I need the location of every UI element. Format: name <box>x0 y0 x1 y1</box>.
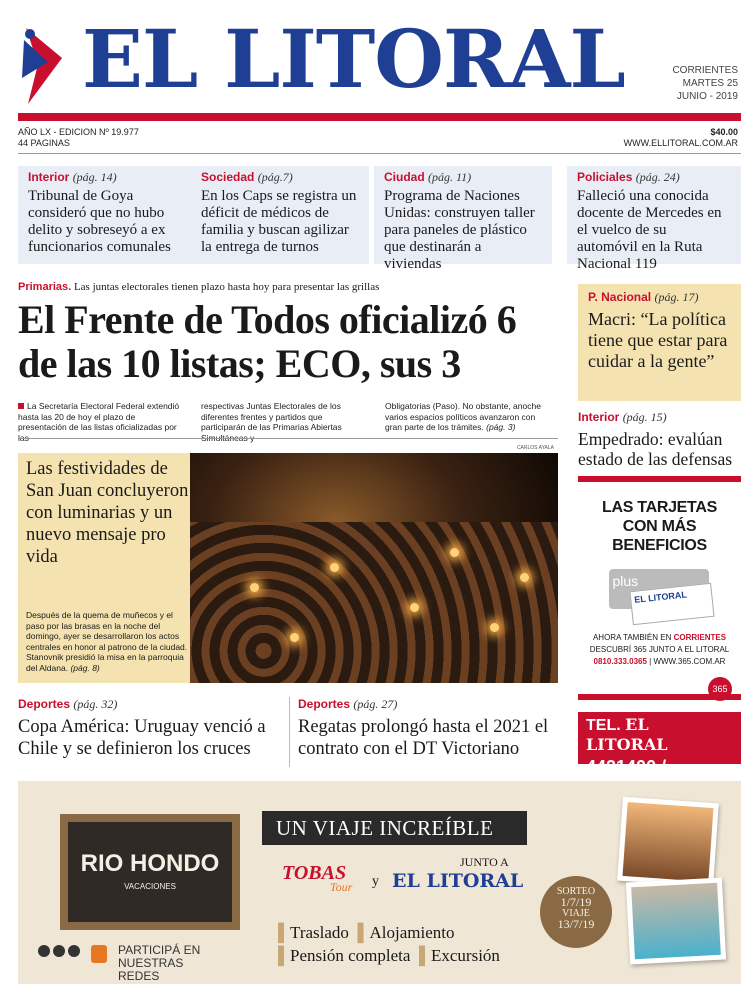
photo-story-title[interactable]: Las festividades de San Juan concluyeron con luminarias y un nuevo mensaje pro vida <box>26 459 189 567</box>
ad-line1: AHORA TAMBIÉN EN <box>592 633 672 642</box>
main-headline[interactable]: El Frente de Todos oficializó 6 de las 10 listas; ECO, sus 3 <box>18 297 517 386</box>
divider <box>18 153 741 154</box>
ad-line1b: CORRIENTES <box>673 633 727 642</box>
candle-light <box>250 583 259 592</box>
box-section: P. Nacional <box>588 290 652 304</box>
viaje-date: 13/7/19 <box>557 917 595 931</box>
facebook-icon[interactable] <box>38 945 50 957</box>
sport-text: Copa América: Uruguay venció a Chile y se definieron los cruces <box>18 717 266 759</box>
ad-line2: DESCUBRÍ 365 JUNTO A EL LITORAL <box>589 645 730 654</box>
teaser-section: Interior <box>28 170 70 184</box>
box-text: Empedrado: evalúan estado de las defensas <box>578 429 733 469</box>
candle-light <box>330 563 339 572</box>
crowd-shape <box>190 522 558 683</box>
trip-banner: UN VIAJE INCREÍBLE <box>262 811 527 845</box>
teaser-page: (pág. 14) <box>72 170 117 184</box>
telephone-box[interactable] <box>578 712 741 777</box>
candle-light <box>290 633 299 642</box>
bridge-photo <box>617 797 719 887</box>
bullet-icon <box>18 403 24 409</box>
credit-cards-icon <box>609 569 711 623</box>
tobas-logo: TOBAS <box>282 862 347 884</box>
teaser-text: Programa de Naciones Unidas: construyen taller para paneles de plástico que destinarán a viviendas <box>384 188 535 272</box>
price: $40.00 <box>710 127 738 137</box>
and-label: y <box>372 874 379 889</box>
interior-box[interactable] <box>578 410 741 469</box>
tel-label: TEL. <box>586 717 621 734</box>
box-page: (pág. 15) <box>622 410 667 424</box>
main-body-col3 <box>385 401 553 433</box>
masthead-title: EL LITORAL <box>82 12 625 106</box>
p-nacional-box[interactable] <box>578 284 741 401</box>
box-section: Interior <box>578 410 620 424</box>
365-badge-icon: 365 <box>708 677 732 701</box>
teaser-section: Policiales <box>577 170 633 184</box>
ad-web: WWW.365.COM.AR <box>653 657 726 666</box>
caption-page: (pág. 8) <box>70 662 100 673</box>
divider <box>18 438 558 439</box>
candle-light <box>410 603 419 612</box>
teaser-section: Sociedad <box>201 170 255 184</box>
trip-items: ▌Traslado ▌Alojamiento ▌Pensión completa ▌Excursión <box>278 923 500 965</box>
box-text: Macri: “La política tiene que estar para cuidar a la gente” <box>588 309 728 371</box>
col3-text: Obligatorias (Paso). No obstante, anoche varios espacios políticos avanzaron con gran parte de los trámites. <box>385 401 541 432</box>
date-label: JUNIO - 2019 <box>676 91 738 102</box>
cards-ad[interactable]: LAS TARJETAS CON MÁS BENEFICIOS plus EL LITORAL AHORA TAMBIÉN EN CORRIENTES DESCUBRÍ 365 JUNTO A EL LITORAL 0810.333.0365 | WWW.365.COM.AR 365 <box>578 476 741 700</box>
tobas-sub: Tour <box>330 880 353 894</box>
el-litoral-logo: EL LITORAL <box>392 870 524 892</box>
candlelight-procession-photo <box>190 445 558 683</box>
trip-item: Alojamiento <box>369 923 455 942</box>
ad-phone: 0810.333.0365 <box>593 657 647 666</box>
kicker-text: Las juntas electorales tienen plazo hasta hoy para presentar las grillas <box>73 281 380 293</box>
edition-number: AÑO LX - EDICION Nº 19.977 <box>18 127 139 137</box>
date-badge <box>540 876 612 948</box>
col1-text: La Secretaría Electoral Federal extendió hasta las 20 de hoy el plazo de presentación de las listas oficializadas por <box>18 401 180 432</box>
city-label: CORRIENTES <box>672 65 738 76</box>
teaser-text: Falleció una conocida docente de Mercedes en el vuelco de su automóvil en la Ruta Nacional 119 <box>577 188 722 272</box>
rio-hondo-sign <box>60 814 240 930</box>
masthead-rule <box>18 113 741 121</box>
trip-item: Pensión completa <box>290 946 411 965</box>
sport-section: Deportes <box>298 697 351 711</box>
sports-story-1[interactable] <box>18 697 278 760</box>
junto-label: JUNTO A <box>460 855 509 869</box>
teaser-page: (pág. 11) <box>428 170 472 184</box>
col3-page: (pág. 3) <box>486 422 516 432</box>
sport-page: (pág. 27) <box>353 697 398 711</box>
website-link[interactable]: WWW.ELLITORAL.COM.AR <box>623 138 738 148</box>
teaser-page: (pág. 24) <box>635 170 680 184</box>
candle-light <box>450 548 459 557</box>
instagram-icon[interactable] <box>68 945 80 957</box>
tel-brand: EL LITORAL <box>586 715 668 754</box>
candle-light <box>490 623 499 632</box>
edition-info <box>18 127 139 149</box>
teaser-page: (pág.7) <box>257 170 293 184</box>
box-page: (pág. 17) <box>654 290 699 304</box>
candle-light <box>520 573 529 582</box>
main-kicker <box>18 281 379 293</box>
card-label: plus <box>612 573 639 589</box>
kicker-section: Primarias. <box>18 281 72 293</box>
viaje-label: VIAJE <box>562 908 590 919</box>
masthead-date <box>672 64 738 103</box>
teaser-text: Tribunal de Goya consideró que no hubo delito y sobreseyó a ex funcionarios comunales <box>28 188 171 255</box>
main-body-col2: respectivas Juntas Electorales de los diferentes frentes y partidos que participarán de las Primarias Abiertas <box>201 401 342 432</box>
teaser-sociedad[interactable] <box>191 166 369 264</box>
social-icons[interactable] <box>38 945 107 963</box>
teaser-ciudad[interactable] <box>374 166 552 272</box>
sign-title: RIO HONDO <box>80 850 220 877</box>
twitter-icon[interactable] <box>53 945 65 957</box>
sport-text: Regatas prolongó hasta el 2021 el contrato con el DT Victoriano <box>298 717 549 759</box>
teaser-section: Ciudad <box>384 170 425 184</box>
sign-sub: VACACIONES <box>124 882 176 891</box>
sorteo-date: 1/7/19 <box>560 895 592 909</box>
social-cta: PARTICIPÁ EN NUESTRAS REDES <box>118 943 201 983</box>
main-body-col1 <box>18 401 186 443</box>
tel-numbers: 4421400 / <box>586 757 667 777</box>
trip-item: Excursión <box>431 946 500 965</box>
photo-story-caption <box>26 610 190 673</box>
teaser-interior[interactable] <box>18 166 196 264</box>
ad-title: LAS TARJETAS CON MÁS BENEFICIOS <box>602 499 717 554</box>
day-label: MARTES 25 <box>682 78 738 89</box>
sorteo-label: SORTEO <box>556 886 596 897</box>
card2-label: EL LITORAL <box>633 589 687 605</box>
teaser-text: En los Caps se registra un déficit de médicos de familia y buscan agilizar la entrega de turnos <box>201 188 357 255</box>
trip-item: Traslado <box>290 923 349 942</box>
hand-icon <box>91 945 107 963</box>
page-count: 44 PAGINAS <box>18 138 70 148</box>
teaser-policiales[interactable] <box>567 166 741 272</box>
sports-story-2[interactable] <box>298 697 566 760</box>
caption-text: Después de la quema de muñecos y el paso por las brasas en la noche del domingo, ayer se desarrollaron los actos centrales en honor al patrono de la ciudad. Stanovnik presidió la misa en la parroquia del Aldana. <box>26 610 188 673</box>
sport-section: Deportes <box>18 697 71 711</box>
divider <box>289 697 290 767</box>
sport-page: (pág. 32) <box>73 697 118 711</box>
pool-photo <box>626 878 726 965</box>
photo-credit: CARLOS AYALA <box>516 445 554 451</box>
el-litoral-logo-icon <box>18 18 70 108</box>
price-info <box>624 127 738 149</box>
